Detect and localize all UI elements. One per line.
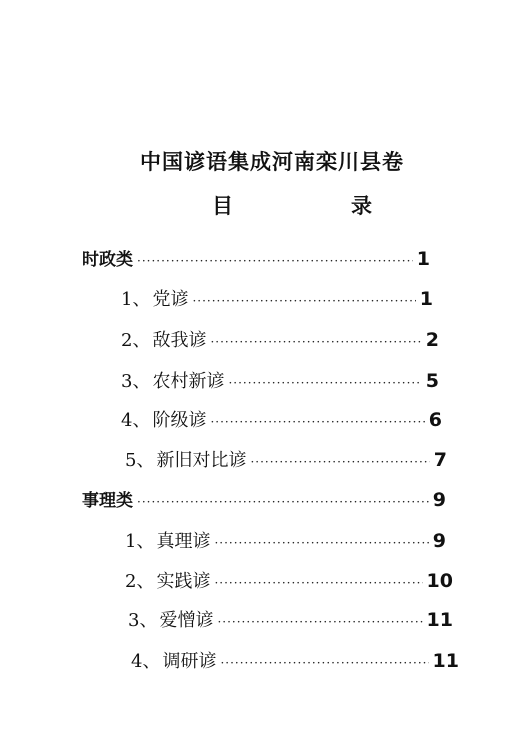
toc-entry	[121, 367, 439, 393]
toc-page-number: 1	[419, 288, 433, 310]
toc-entry-label: 党谚	[152, 289, 189, 310]
toc-page-number: 11	[432, 650, 459, 672]
toc-entry	[125, 446, 447, 472]
toc-entry-number: 3、	[128, 610, 158, 631]
toc-entry-label: 调研谚	[162, 651, 217, 672]
toc-category	[82, 486, 446, 512]
toc-leader-dots	[214, 536, 428, 550]
toc-page-number: 5	[425, 370, 439, 392]
toc-page-number: 9	[432, 530, 446, 552]
toc-leader-dots	[192, 294, 415, 308]
toc-leader-dots	[217, 615, 422, 629]
toc-category-label: 时政类	[82, 250, 133, 270]
toc-entry-label: 阶级谚	[152, 410, 207, 431]
toc-entry	[121, 326, 439, 352]
toc-entry-label: 真理谚	[156, 531, 211, 552]
toc-page-number: 1	[416, 248, 430, 270]
toc-leader-dots	[214, 576, 422, 590]
toc-leader-dots	[137, 495, 429, 509]
toc-entry-number: 1、	[121, 289, 151, 310]
toc-leader-dots	[210, 415, 424, 429]
toc-page-number: 2	[425, 329, 439, 351]
toc-leader-dots	[250, 455, 429, 469]
toc-leader-dots	[228, 376, 421, 390]
toc-entry-number: 1、	[125, 531, 155, 552]
toc-entry-number: 2、	[121, 330, 151, 351]
toc-entry	[125, 527, 446, 553]
toc-entry-number: 2、	[125, 571, 155, 592]
toc-entry-number: 3、	[121, 371, 151, 392]
toc-page-number: 10	[426, 570, 453, 592]
toc-entry-label: 敌我谚	[152, 330, 207, 351]
toc-entry-number: 5、	[125, 450, 155, 471]
toc-entry-label: 实践谚	[156, 571, 211, 592]
toc-entry-label: 农村新谚	[152, 371, 225, 392]
toc-entry-label: 新旧对比谚	[156, 450, 247, 471]
toc-leader-dots	[220, 656, 428, 670]
toc-entry	[125, 567, 453, 593]
toc-page-number: 11	[426, 609, 453, 631]
toc-category-label: 事理类	[82, 491, 133, 511]
toc-heading-right: 录	[351, 193, 372, 218]
toc-category	[82, 245, 430, 271]
toc-entry	[121, 406, 442, 432]
toc-page-number: 7	[433, 449, 447, 471]
toc-entry-number: 4、	[131, 651, 161, 672]
toc-entry	[121, 285, 433, 311]
toc-entry	[131, 647, 459, 673]
toc-heading-left: 目	[212, 193, 233, 218]
toc-page-number: 6	[428, 409, 442, 431]
toc-entry	[128, 606, 453, 632]
toc-entry-number: 4、	[121, 410, 151, 431]
toc-page-number: 9	[432, 489, 446, 511]
page-title: 中国谚语集成河南栾川县卷	[140, 149, 404, 174]
toc-entry-label: 爱憎谚	[159, 610, 214, 631]
toc-leader-dots	[137, 254, 413, 268]
toc-leader-dots	[210, 335, 421, 349]
